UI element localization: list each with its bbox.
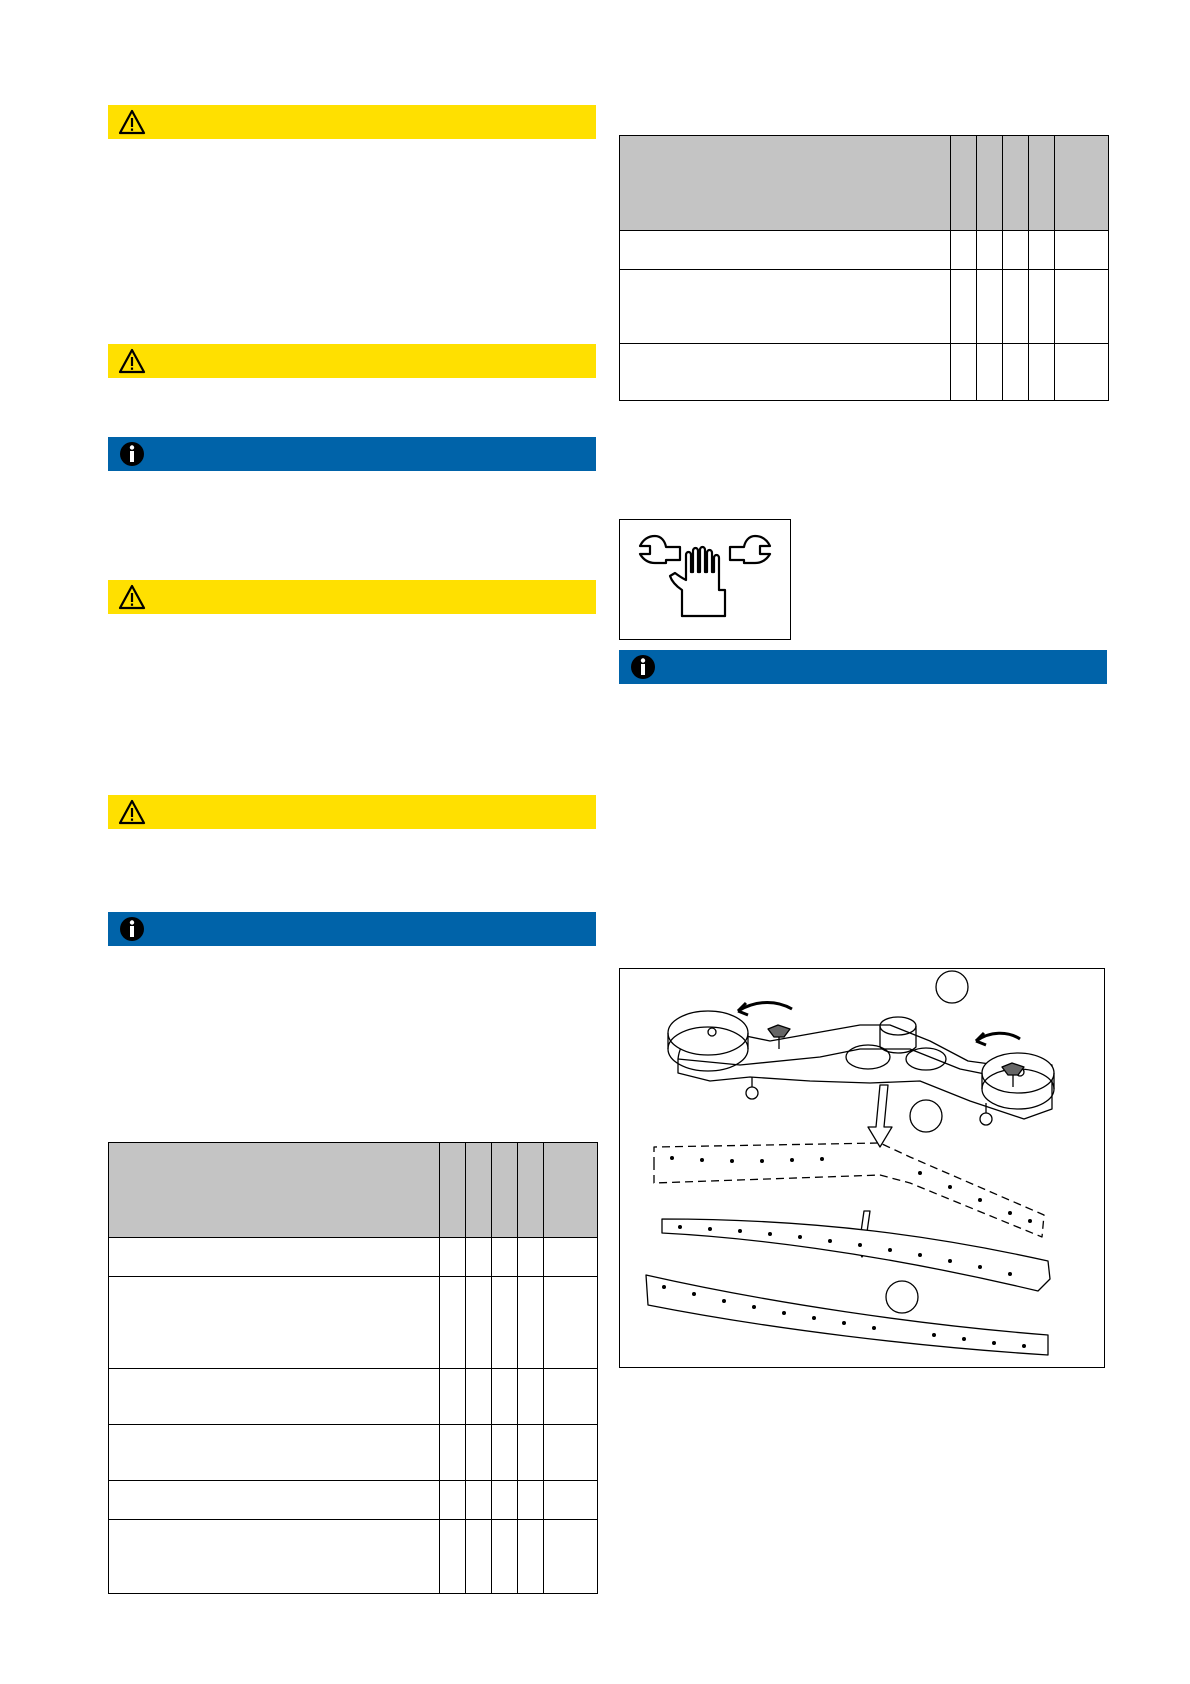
warning-triangle-icon: [118, 799, 146, 825]
maintenance-table: [619, 135, 1109, 401]
gloves-wrench-pictogram: [619, 519, 791, 640]
info-banner: [108, 912, 596, 946]
table-row: [109, 1277, 598, 1369]
table-row: [109, 1369, 598, 1425]
table-row: [620, 344, 1109, 401]
info-banner: [108, 437, 596, 471]
warning-triangle-icon: [118, 109, 146, 135]
info-icon: [629, 654, 657, 680]
warning-banner: [108, 105, 596, 139]
table-header-row: [620, 136, 1109, 231]
table-row: [109, 1520, 598, 1594]
table-row: [620, 231, 1109, 270]
info-icon: [118, 441, 146, 467]
warning-banner: [108, 795, 596, 829]
info-icon: [118, 916, 146, 942]
squeegee-assembly-figure: [619, 968, 1105, 1368]
table-row: [109, 1425, 598, 1481]
warning-triangle-icon: [118, 584, 146, 610]
info-banner: [619, 650, 1107, 684]
warning-triangle-icon: [118, 348, 146, 374]
table-header-row: [109, 1143, 598, 1238]
table-row: [109, 1238, 598, 1277]
warning-banner: [108, 344, 596, 378]
squeegee-assembly-diagram: [620, 969, 1104, 1367]
warning-banner: [108, 580, 596, 614]
maintenance-table: [108, 1142, 598, 1594]
gloves-wrench-icon: [620, 520, 790, 639]
table-row: [620, 270, 1109, 344]
table-row: [109, 1481, 598, 1520]
